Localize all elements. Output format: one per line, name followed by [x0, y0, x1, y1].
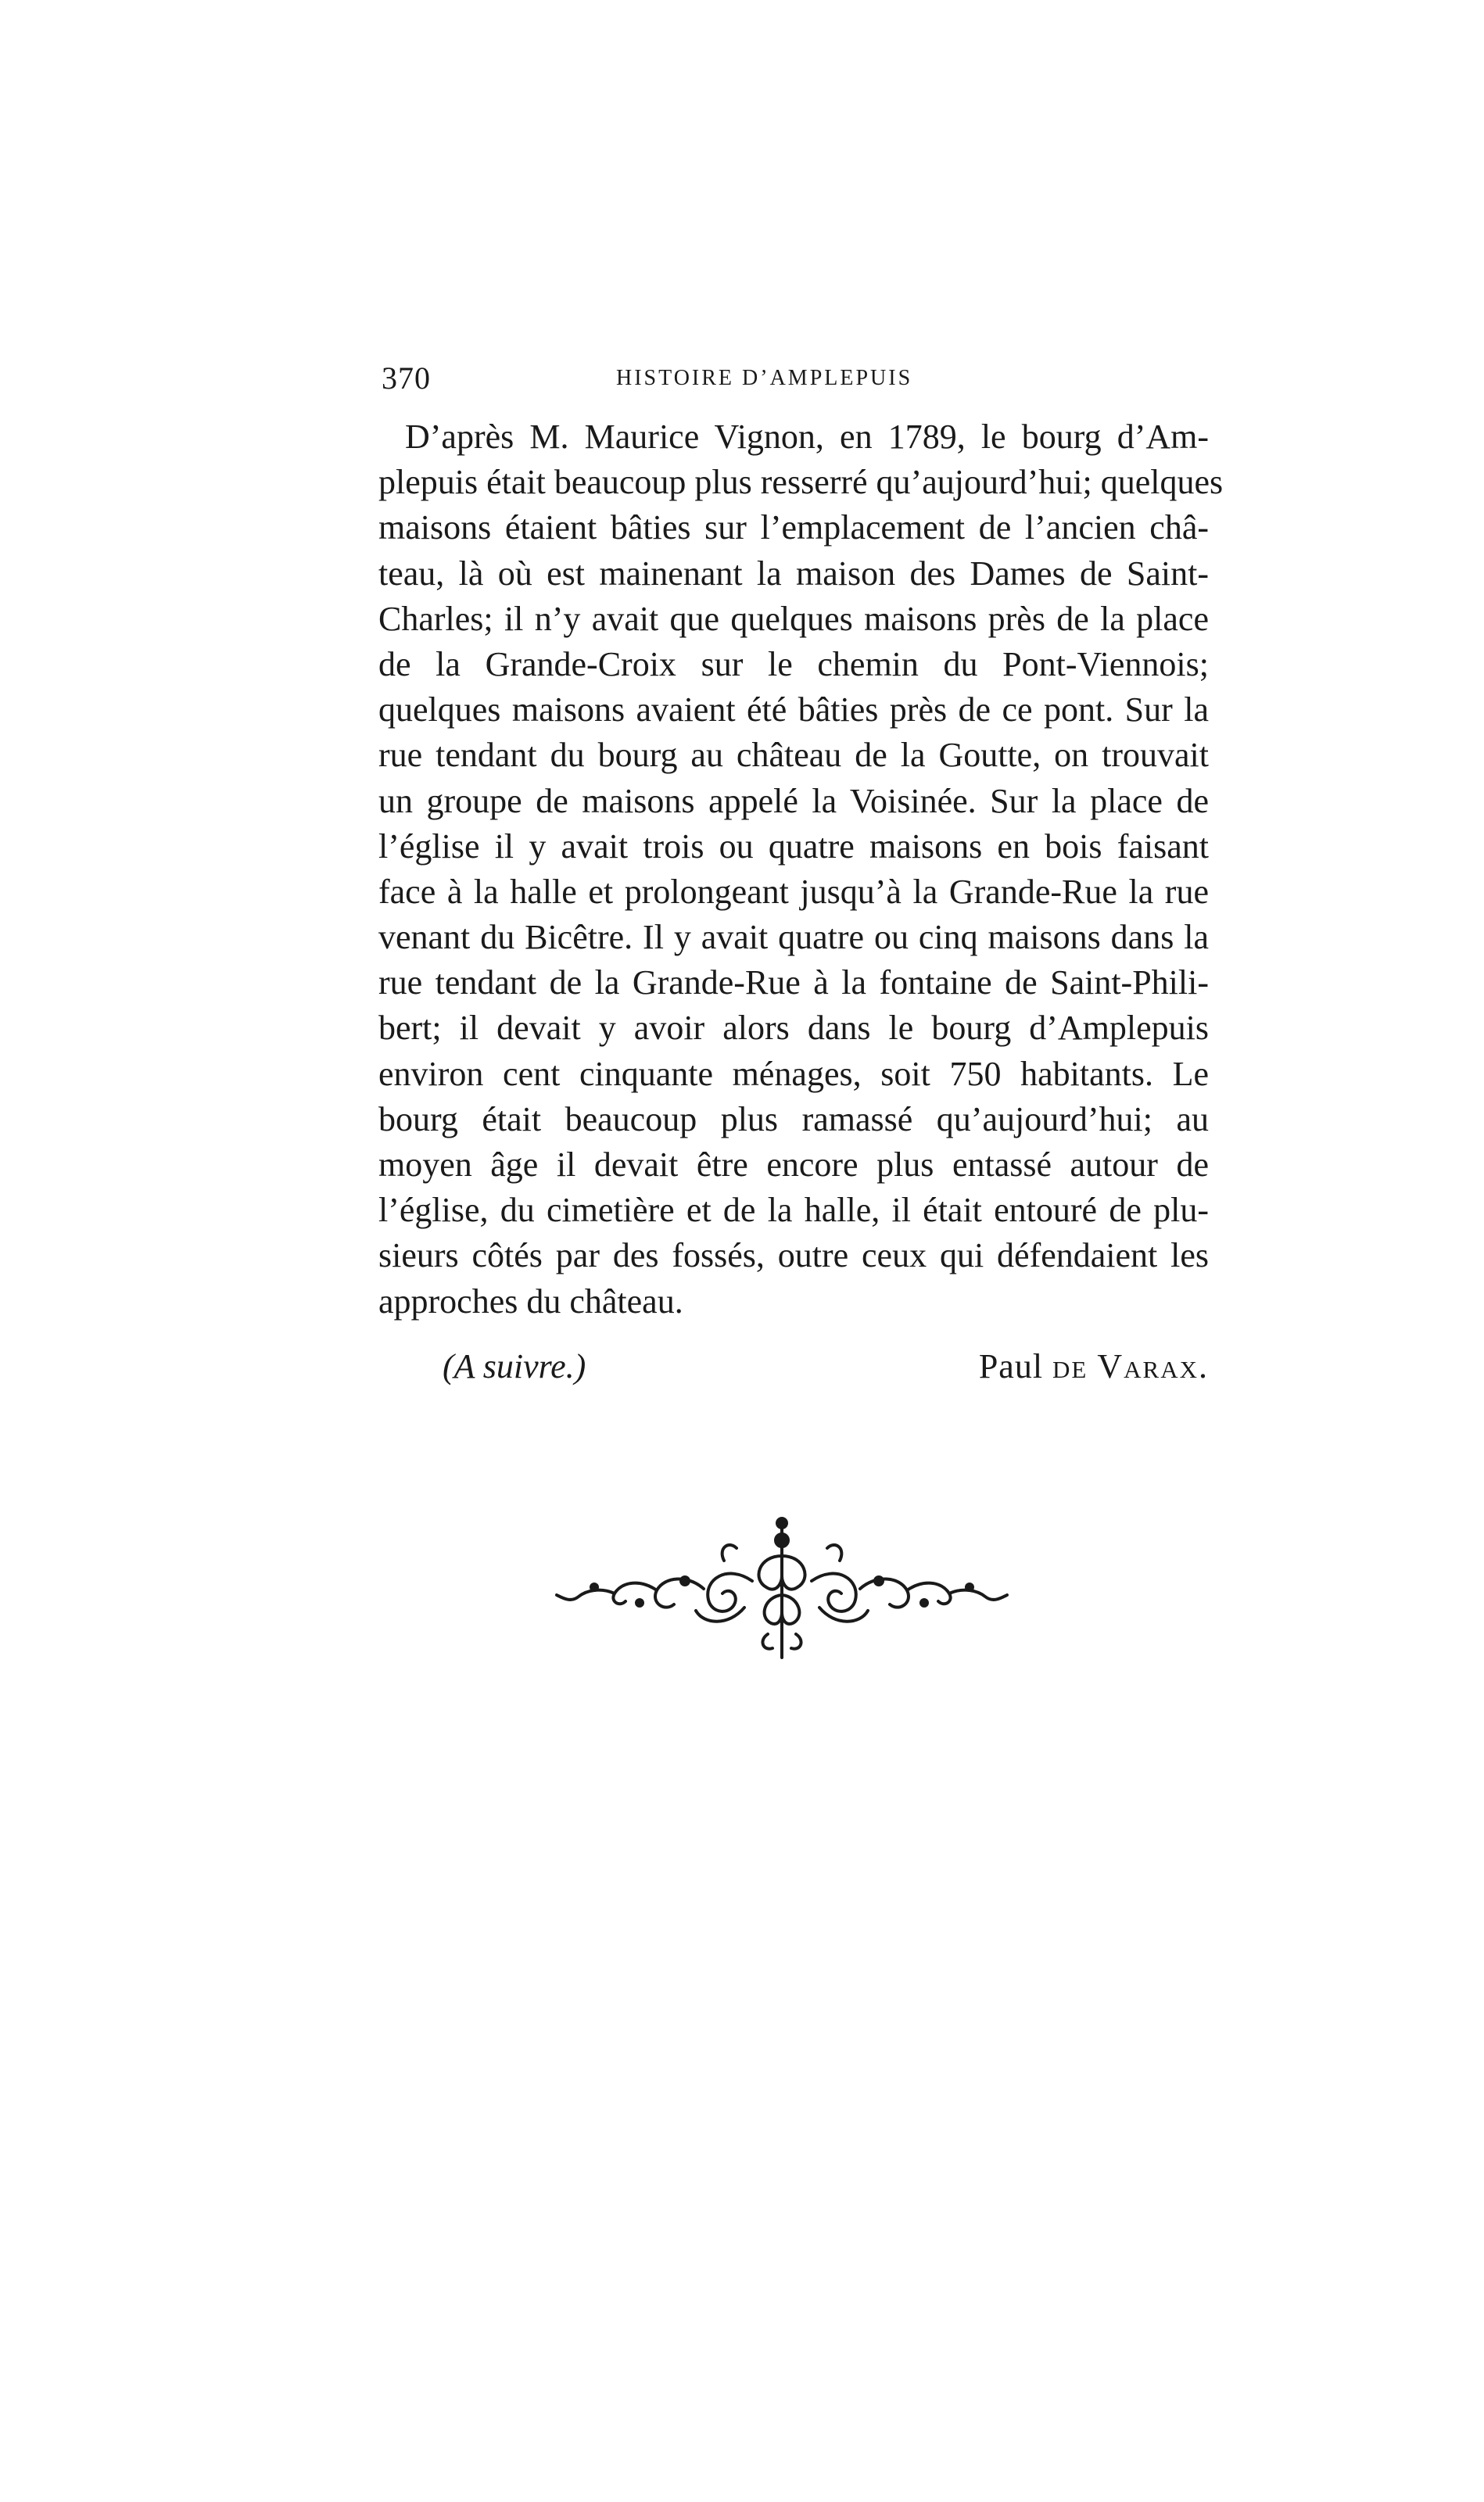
text-line: face à la halle et prolongeant jusqu’à la Grande-Rue la rue	[378, 872, 1209, 911]
text-line: moyen âge il devait être encore plus entassé autour de	[378, 1145, 1209, 1184]
text-line: quelques maisons avaient été bâties près de ce pont. Sur la	[378, 690, 1209, 729]
text-line: un groupe de maisons appelé la Voisinée. Sur la place de	[378, 781, 1209, 820]
text-line: teau, là où est mainenant la maison des Dames de Saint-	[378, 554, 1209, 593]
running-title: HISTOIRE D’AMPLEPUIS	[616, 366, 913, 390]
text-line: Charles; il n’y avait que quelques maisons près de la place	[378, 599, 1209, 638]
to-be-continued-note: (A suivre.)	[443, 1347, 586, 1385]
article-footer	[378, 1346, 1209, 1393]
text-line: de la Grande-Croix sur le chemin du Pont-Viennois;	[378, 644, 1209, 683]
page-number: 370	[382, 360, 431, 396]
page-header	[382, 360, 1210, 407]
author-last-name: Varax.	[1097, 1347, 1209, 1385]
author-signature	[979, 1346, 1209, 1386]
text-line: l’église, du cimetière et de la halle, il était entouré de plu-	[378, 1191, 1209, 1230]
author-first-name: Paul	[978, 1347, 1044, 1385]
text-line: sieurs côtés par des fossés, outre ceux qui défendaient les	[378, 1236, 1209, 1275]
text-line: plepuis était beaucoup plus resserré qu’aujourd’hui; quelques	[378, 463, 1224, 502]
text-line: environ cent cinquante ménages, soit 750 habitants. Le	[378, 1054, 1209, 1093]
body-paragraph	[378, 414, 1224, 1324]
decorative-ornament-icon	[547, 1509, 1016, 1665]
text-line: D’après M. Maurice Vignon, en 1789, le bourg d’Am-	[405, 418, 1209, 456]
text-line: rue tendant du bourg au château de la Goutte, on trouvait	[378, 736, 1209, 775]
text-line: bert; il devait y avoir alors dans le bourg d’Amplepuis	[378, 1009, 1209, 1048]
text-line: maisons étaient bâties sur l’emplacement de l’ancien châ-	[378, 508, 1209, 547]
text-line: l’église il y avait trois ou quatre maisons en bois faisant	[378, 826, 1209, 866]
author-particle: de	[1052, 1347, 1088, 1385]
text-line: bourg était beaucoup plus ramassé qu’aujourd’hui; au	[378, 1099, 1209, 1138]
text-line: venant du Bicêtre. Il y avait quatre ou cinq maisons dans la	[378, 918, 1209, 957]
text-line: approches du château.	[378, 1281, 683, 1321]
text-line: rue tendant de la Grande-Rue à la fontaine de Saint-Phili-	[378, 963, 1209, 1002]
